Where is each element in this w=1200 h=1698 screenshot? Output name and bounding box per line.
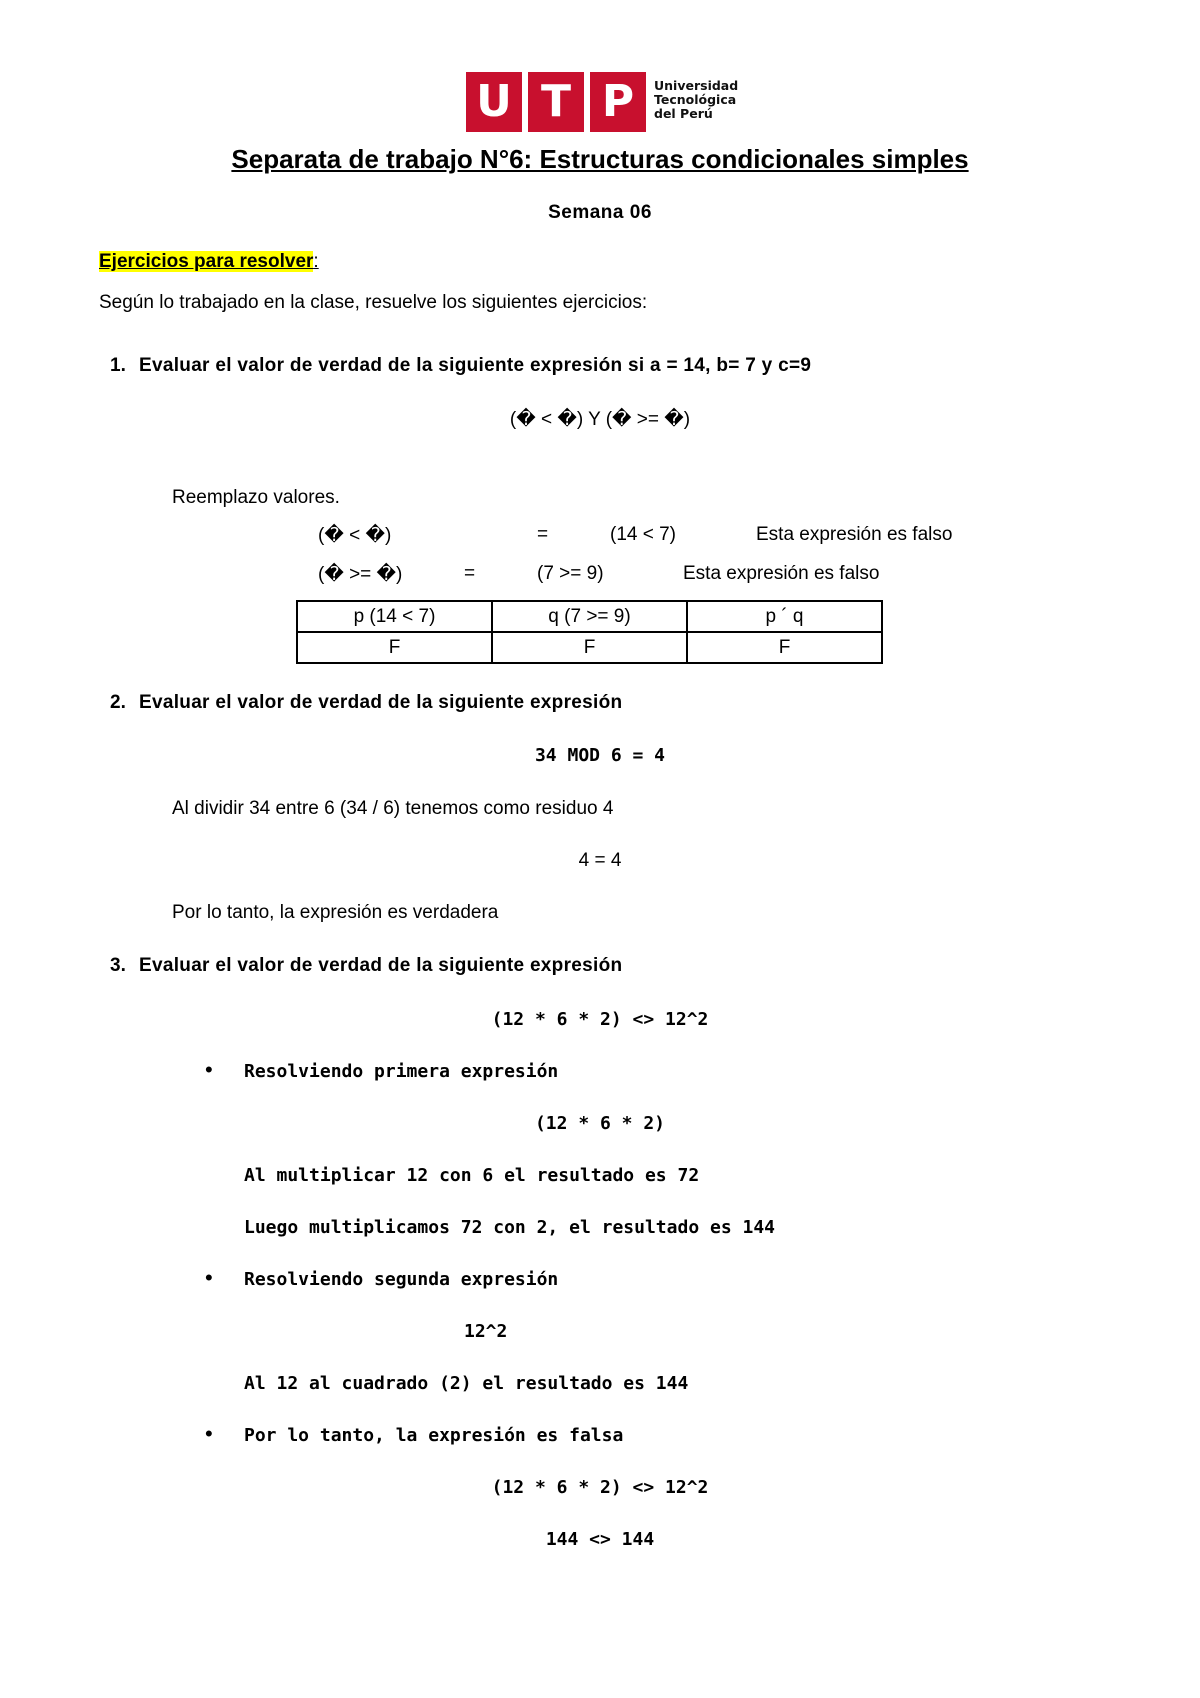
logo-text-line-3: del Perú (654, 106, 713, 121)
logo-letter-p: P (590, 72, 646, 132)
bullet-marker: • (205, 1421, 213, 1446)
ex1-row2-result: Esta expresión es falso (683, 563, 880, 584)
logo-letter-u: U (466, 72, 522, 132)
truth-table-header-row (297, 601, 882, 632)
section-heading-wrap (99, 251, 319, 273)
ex3-heading: Evaluar el valor de verdad de la siguiente expresión (139, 955, 623, 976)
truth-table-header: q (7 >= 9) (492, 601, 687, 632)
ex3-bullet3: Por lo tanto, la expresión es falsa (244, 1425, 624, 1446)
truth-table-header: p (14 < 7) (297, 601, 492, 632)
ex3-final-values: 144 <> 144 (545, 1529, 655, 1550)
ex2-heading: Evaluar el valor de verdad de la siguiente expresión (139, 692, 623, 713)
ex1-row1-expr: (� < �) (318, 525, 392, 546)
utp-logo (466, 72, 744, 134)
truth-table (296, 600, 883, 664)
ex1-row2-expr: (� >= �) (318, 564, 403, 585)
bullet-marker: • (205, 1265, 213, 1290)
ex2-explanation: Al dividir 34 entre 6 (34 / 6) tenemos como residuo 4 (172, 798, 614, 819)
logo-letter-t: T (528, 72, 584, 132)
intro-text: Según lo trabajado en la clase, resuelve los siguientes ejercicios: (99, 292, 648, 313)
ex1-heading: Evaluar el valor de verdad de la siguiente expresión si a = 14, b= 7 y c=9 (139, 355, 812, 376)
truth-table-row (297, 632, 882, 663)
truth-table-cell: F (297, 632, 492, 663)
ex1-row1-result: Esta expresión es falso (756, 524, 953, 545)
section-heading: Ejercicios para resolver (99, 251, 314, 272)
ex3-number: 3. (110, 955, 126, 976)
logo-wordmark (654, 79, 738, 121)
truth-table-cell: F (492, 632, 687, 663)
ex1-row1-eq: = (537, 524, 549, 545)
page-title: Separata de trabajo N°6: Estructuras condicionales simples (231, 144, 969, 174)
ex3-bullet1: Resolviendo primera expresión (244, 1061, 559, 1082)
section-colon: : (313, 251, 319, 272)
ex2-result: 4 = 4 (578, 850, 622, 871)
ex3-step3: Al 12 al cuadrado (2) el resultado es 144 (244, 1373, 689, 1394)
ex1-expression: (� < �) Y (� >= �) (509, 409, 691, 430)
ex3-final-expression: (12 * 6 * 2) <> 12^2 (491, 1477, 709, 1498)
truth-table-header: p ´ q (687, 601, 882, 632)
ex3-expr2: 12^2 (464, 1321, 508, 1342)
ex2-number: 2. (110, 692, 126, 713)
logo-text-line-1: Universidad (654, 78, 739, 93)
ex1-row1-value: (14 < 7) (610, 524, 677, 545)
ex3-step1: Al multiplicar 12 con 6 el resultado es 72 (244, 1165, 700, 1186)
ex3-step2: Luego multiplicamos 72 con 2, el resultado es 144 (244, 1217, 776, 1238)
bullet-marker: • (205, 1057, 213, 1082)
ex2-conclusion: Por lo tanto, la expresión es verdadera (172, 902, 499, 923)
ex2-expression: 34 MOD 6 = 4 (534, 745, 666, 766)
ex1-row2-eq: = (464, 563, 476, 584)
ex3-expr1: (12 * 6 * 2) (534, 1113, 666, 1134)
ex1-number: 1. (110, 355, 126, 376)
ex3-bullet2: Resolviendo segunda expresión (244, 1269, 559, 1290)
week-label: Semana 06 (548, 202, 652, 223)
ex1-row2-value: (7 >= 9) (537, 563, 604, 584)
truth-table-cell: F (687, 632, 882, 663)
ex3-expression: (12 * 6 * 2) <> 12^2 (491, 1009, 709, 1030)
ex1-replace-label: Reemplazo valores. (172, 487, 340, 508)
logo-text-line-2: Tecnológica (654, 92, 737, 107)
